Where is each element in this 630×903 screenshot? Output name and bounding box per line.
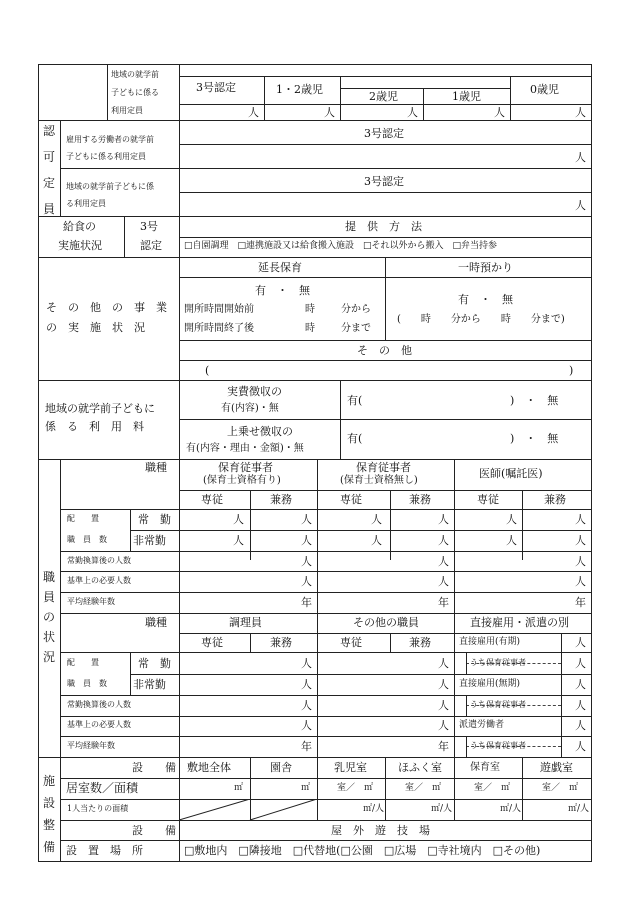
rule [38,459,591,460]
unit: 人 [301,534,312,547]
placement-label: 配 置 [67,658,99,667]
hour-unit: 時 [305,323,315,334]
employee-capacity-label: 雇用する労働者の就学前 [66,135,154,144]
unit: 年 [301,596,312,609]
side-label: 職 [43,570,56,584]
rule [60,757,61,862]
nurse-qualified-header: 保育従事者 [218,461,273,474]
extra-cost-label: 有(内容・理由・金額)・無 [186,443,304,454]
fee-no: ) ・ 無 [510,394,559,407]
unit: 人 [301,555,312,568]
fees-label: 係 る 利 用 料 [45,420,144,433]
unit: 人 [301,513,312,526]
fees-label: 地域の就学前子どもに [45,402,155,415]
rule [38,757,591,758]
unit: 年 [438,596,449,609]
parttime-header: 兼務 [409,636,431,649]
extra-cost-label: 上乗せ徴収の [227,425,293,438]
unit: 人 [575,740,586,753]
parttime-header: 兼務 [409,493,431,506]
required-label: 基準上の必要人数 [67,576,131,585]
rule [522,490,523,560]
rule [510,76,511,121]
fulltime-header: 専従 [477,493,499,506]
frame-bottom [38,861,592,862]
unit: 人 [575,678,586,691]
unit: ㎡ [301,783,311,793]
placement-label: 配 置 [67,514,99,523]
paren: ) [569,364,574,377]
rule [385,757,386,820]
of-which-nurse-label: うち保育従事者 [470,741,526,750]
employment-type-header: 直接雇用・派遣の別 [470,616,569,629]
converted-label: 常勤換算後の人数 [67,556,131,565]
unit: 人 [506,513,517,526]
unit: 人 [438,534,449,547]
rule [317,459,318,757]
unit: ㎡/人 [363,804,385,814]
unit: 人 [248,106,259,119]
unit: 室／ ㎡ [405,783,442,793]
play-room-header: 遊戯室 [540,761,573,774]
rule [179,104,591,105]
unit: 人 [371,513,382,526]
unit: 人 [494,106,505,119]
slash-marks [179,799,318,821]
side-label: 設 [43,796,56,810]
unit: 人 [438,513,449,526]
room-area-label: 居室数／面積 [66,781,139,795]
rule [179,419,591,420]
unit: 人 [301,657,312,670]
rule [60,840,591,841]
rule [179,633,591,634]
side-label: 整 [43,818,56,832]
building-header: 園舎 [270,761,292,774]
other-business-label: そ の 他 の 事 業 [46,301,167,314]
per-person-label: 1人当たりの面積 [67,804,129,813]
meal-method-options[interactable]: □自園調理 □連携施設又は給食搬入施設 □それ以外から搬入 □弁当持参 [184,241,498,251]
rule [60,168,591,169]
side-label: 況 [43,650,56,664]
rule [179,64,180,217]
rule [38,257,591,258]
actual-cost-label: 実費徴収の [227,385,282,398]
rule [60,716,591,717]
unit: 室／ ㎡ [474,783,511,793]
unit: 人 [575,657,586,670]
parttime-header: 兼務 [270,493,292,506]
rule [38,120,591,121]
rule [423,88,424,121]
temporary-care-header: 一時預かり [458,261,513,274]
rule [454,674,591,675]
unit: 人 [233,534,244,547]
unit: 人 [233,513,244,526]
unit: 年 [301,740,312,753]
rule [179,490,591,491]
rule [60,551,591,552]
unit: 人 [438,657,449,670]
staff-count-label: 職 員 数 [67,535,107,544]
unit: 人 [301,699,312,712]
rule [466,652,467,674]
rule [60,509,591,510]
rule [466,736,467,757]
rule [60,820,591,821]
fulltime-header: 専従 [201,493,223,506]
fulltime-header: 専従 [340,493,362,506]
rule [390,633,391,652]
unit: ㎡ [234,783,244,793]
age2-header: 2歳児 [369,90,398,103]
unit: 人 [575,555,586,568]
rule [522,757,523,820]
paren: ( [205,364,210,377]
frame-right [591,64,592,862]
fee-yes: 有( [347,394,363,407]
meal-label: 給食の [63,220,96,233]
side-label: 員 [43,202,56,216]
site-total-header: 敷地全体 [187,761,231,774]
rule [179,257,180,380]
job-type-label: 職種 [145,461,167,474]
fee-yes: 有( [347,432,363,445]
local-capacity-label: 地域の就学前子どもに係 [66,182,154,191]
unit: 人 [575,534,586,547]
nursery-room-header: 保育室 [470,762,500,773]
age12-header: 1・2歳児 [276,83,323,96]
age1-header: 1歳児 [452,90,481,103]
doctor-header: 医師(嘱託医) [479,467,543,480]
rule [60,778,591,779]
fulltime-header: 専従 [201,636,223,649]
rule [179,459,180,757]
rule [60,799,591,800]
local-cert3: 3号認定 [364,175,404,188]
outdoor-playground-header: 屋 外 遊 技 場 [331,824,430,837]
side-label: 認 [43,124,56,138]
unit: 人 [575,513,586,526]
rule [179,144,591,145]
job-type-label: 職種 [145,616,167,629]
unit: 人 [575,575,586,588]
rule [60,652,591,653]
unit: ㎡/人 [431,804,453,814]
rule [60,592,591,593]
unit: ㎡/人 [500,804,522,814]
unit: 人 [324,106,335,119]
employee-capacity-label: 子どもに係る利用定員 [66,152,146,161]
rule [107,64,108,121]
dispatch-label: 派遣労働者 [459,720,505,730]
frame-top [38,64,592,65]
of-which-nurse-label: うち保育従事者 [470,658,526,667]
rule [179,76,591,77]
local-children-label: 子どもに係る [111,88,159,97]
side-label: 状 [43,630,56,644]
rule [454,757,455,820]
other-header: そ の 他 [357,344,412,357]
hour-unit: 時 [305,304,315,315]
open-after-label: 開所時間終了後 [184,323,254,334]
unit: 人 [575,106,586,119]
unit: 人 [301,575,312,588]
side-label: 備 [43,840,56,854]
unit: 人 [301,678,312,691]
unit: 人 [575,199,586,212]
equipment-label: 設 備 [132,824,176,837]
of-which-nurse-label: うち保育従事者 [470,700,526,709]
unit: 人 [575,699,586,712]
rule [454,459,455,757]
unit: 人 [438,699,449,712]
meal-cert: 認定 [140,239,162,252]
unit: 人 [575,719,586,732]
converted-label: 常勤換算後の人数 [67,700,131,709]
nonregular-label: 非常勤 [133,534,166,547]
minute-unit: 分から [341,304,371,315]
rule [130,674,454,675]
temporary-yes-no[interactable]: 有 ・ 無 [458,293,513,306]
parttime-header: 兼務 [270,636,292,649]
local-children-label: 地域の就学前 [111,70,159,79]
meal-label: 実施状況 [58,239,102,252]
rule [179,237,591,238]
temporary-time: ( 時 分から 時 分まで) [397,314,565,325]
nurse-unqualified-header: (保育士資格無し) [340,475,418,486]
actual-cost-label: 有(内容)・無 [221,403,279,414]
nurse-unqualified-header: 保育従事者 [356,461,411,474]
crawling-room-header: ほふく室 [398,761,442,774]
unit: 年 [438,740,449,753]
employee-cert3: 3号認定 [364,127,404,140]
rule [390,490,391,560]
regular-label: 常 勤 [138,513,171,526]
rule [38,216,591,217]
nonregular-label: 非常勤 [133,678,166,691]
equipment-label: 設 備 [132,761,176,774]
nurse-qualified-header: (保育士資格有り) [203,475,281,486]
unit: 人 [575,151,586,164]
unit: 人 [438,719,449,732]
unit: 人 [407,106,418,119]
side-label: 施 [43,774,56,788]
rule [264,76,265,121]
unit: 室／ ㎡ [337,783,374,793]
parttime-header: 兼務 [544,493,566,506]
side-label: 定 [43,176,56,190]
rule [130,530,591,531]
staff-count-label: 職 員 数 [67,679,107,688]
unit: 室／ ㎡ [542,783,579,793]
rule [179,340,591,341]
unit: 人 [301,719,312,732]
required-label: 基準上の必要人数 [67,720,131,729]
rule [60,613,591,614]
extended-yes-no[interactable]: 有 ・ 無 [255,284,310,297]
unit: 人 [438,678,449,691]
direct-fixed-label: 直接雇用(有期) [459,637,521,647]
meal-method-header: 提 供 方 法 [345,220,422,233]
rule [340,88,510,89]
age0-header: 0歳児 [530,83,559,96]
rule [179,360,591,361]
regular-label: 常 勤 [138,657,171,670]
rule [250,633,251,652]
local-children-label: 利用定員 [111,106,143,115]
unit: 人 [371,534,382,547]
avg-years-label: 平均経験年数 [67,597,115,606]
rule [124,216,125,257]
rule [179,277,591,278]
cert3-header: 3号認定 [196,81,236,94]
side-label: 員 [43,590,56,604]
rule [250,490,251,560]
rule [385,257,386,340]
cook-header: 調理員 [229,616,262,629]
unit: 年 [575,596,586,609]
location-options[interactable]: □敷地内 □隣接地 □代替地(□公園 □広場 □寺社境内 □その他) [184,844,541,857]
direct-open-label: 直接雇用(無期) [459,679,521,689]
unit: 人 [506,534,517,547]
location-label: 設 置 場 所 [66,844,143,857]
infant-room-header: 乳児室 [334,761,367,774]
avg-years-label: 平均経験年数 [67,741,115,750]
rule [60,571,591,572]
side-label: の [43,610,56,624]
unit: 人 [575,636,586,649]
rule [340,76,341,121]
fee-no: ) ・ 無 [510,432,559,445]
unit: ㎡/人 [568,804,590,814]
rule [179,192,591,193]
other-business-label: の 実 施 状 況 [46,321,145,334]
open-before-label: 開所時間開始前 [184,304,254,315]
other-staff-header: その他の職員 [353,616,419,629]
unit: 人 [438,575,449,588]
side-label: 可 [43,150,56,164]
rule [60,459,61,757]
local-capacity-label: る利用定員 [66,199,106,208]
frame-left [38,64,39,862]
fulltime-header: 専従 [340,636,362,649]
rule [38,380,591,381]
rule [466,695,467,716]
meal-cert: 3号 [140,220,158,233]
rule [179,820,180,862]
unit: 人 [438,555,449,568]
extended-care-header: 延長保育 [258,261,302,274]
rule [60,695,591,696]
minute-unit: 分まで [341,323,371,334]
rule [60,736,591,737]
